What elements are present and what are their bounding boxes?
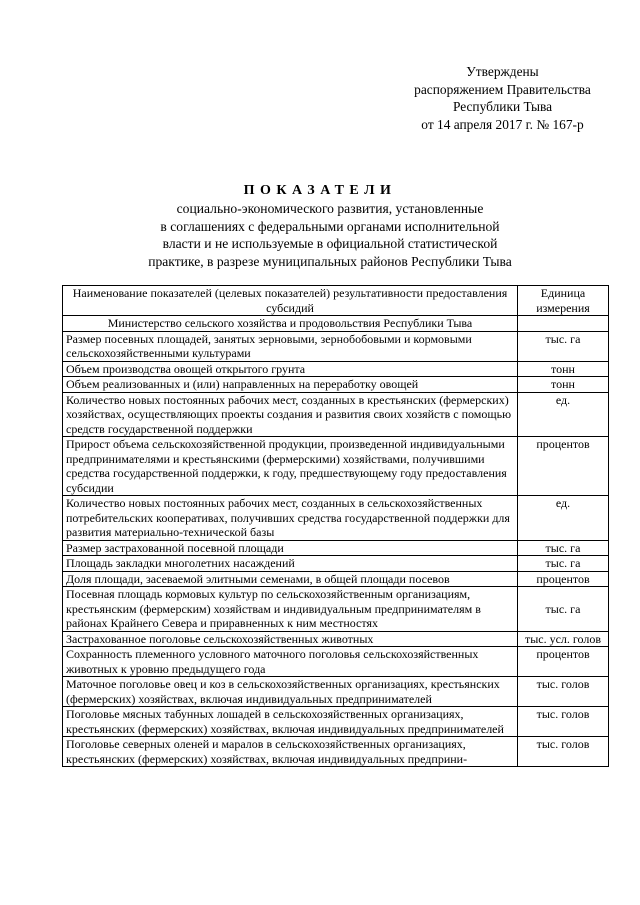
- indicator-unit: ед.: [518, 392, 609, 437]
- indicator-unit: процентов: [518, 647, 609, 677]
- indicator-name: Размер посевных площадей, занятых зерновыми, зернобобовыми и кормовыми сельскохозяйственными культурами: [63, 331, 518, 361]
- indicator-name: Маточное поголовье овец и коз в сельскохозяйственных организациях, крестьянских (фермерских) хозяйствах, включая индивидуальных предпринимателей: [63, 677, 518, 707]
- indicator-unit: тыс. голов: [518, 677, 609, 707]
- indicator-name: Прирост объема сельскохозяйственной продукции, произведенной индивидуальными предпринимателями и крестьянскими (фермерскими) хозяйствами, получившими средства государственной поддержки, к году, предшествующему году предоставления субсидии: [63, 437, 518, 496]
- indicator-unit: ед.: [518, 496, 609, 541]
- table-row: [63, 737, 609, 767]
- indicator-name: Количество новых постоянных рабочих мест, созданных в сельскохозяйственных потребительских кооперативах, получивших средства государственной поддержки для развития материально-технической базы: [63, 496, 518, 541]
- approval-block: [380, 63, 625, 133]
- approval-line-4: от 14 апреля 2017 г. № 167-р: [421, 116, 584, 132]
- indicator-name: Объем производства овощей открытого грунта: [63, 361, 518, 377]
- indicator-unit: тыс. га: [518, 331, 609, 361]
- document-subtitle: [60, 200, 600, 270]
- indicator-unit: процентов: [518, 571, 609, 587]
- indicator-name: Застрахованное поголовье сельскохозяйственных животных: [63, 631, 518, 647]
- approval-line-2: распоряжением Правительства: [414, 81, 591, 97]
- table-row: [63, 556, 609, 572]
- table-row: [63, 677, 609, 707]
- indicator-unit: тыс. га: [518, 540, 609, 556]
- subtitle-line-1: социально-экономического развития, установленные: [176, 201, 484, 216]
- table-row: [63, 647, 609, 677]
- table-row: [63, 631, 609, 647]
- indicator-name: Посевная площадь кормовых культур по сельскохозяйственным организациям, крестьянским (фермерским) хозяйствам и индивидуальным предпринимателям в районах Крайнего Севера и приравненных к ним местностях: [63, 587, 518, 632]
- section-unit-cell: [518, 316, 609, 332]
- subtitle-line-3: власти и не используемые в официальной статистической: [162, 236, 498, 252]
- indicator-name: Поголовье мясных табунных лошадей в сельскохозяйственных организациях, крестьянских (фермерских) хозяйствах, включая индивидуальных предпринимателей: [63, 707, 518, 737]
- indicator-name: Объем реализованных и (или) направленных на переработку овощей: [63, 377, 518, 393]
- table-row: [63, 540, 609, 556]
- approval-line-3: Республики Тыва: [452, 99, 553, 114]
- indicator-unit: тыс. га: [518, 587, 609, 632]
- ministry-section-cell: Министерство сельского хозяйства и продовольствия Республики Тыва: [63, 316, 518, 332]
- document-title: ПОКАЗАТЕЛИ: [243, 183, 397, 198]
- indicator-name: Количество новых постоянных рабочих мест, созданных в крестьянских (фермерских) хозяйствах, осуществляющих проекты создания и развития своих хозяйств с помощью средств государственной поддержки: [63, 392, 518, 437]
- header-name-cell: Наименование показателей (целевых показателей) результативности предоставления субсидий: [63, 286, 518, 316]
- indicator-unit: тонн: [518, 361, 609, 377]
- indicator-name: Сохранность племенного условного маточного поголовья сельскохозяйственных животных к уровню предыдущего года: [63, 647, 518, 677]
- subtitle-line-2: в соглашениях с федеральными органами исполнительной: [160, 218, 500, 234]
- indicator-unit: тыс. голов: [518, 737, 609, 767]
- indicator-unit: тыс. усл. голов: [518, 631, 609, 647]
- indicator-name: Поголовье северных оленей и маралов в сельскохозяйственных организациях, крестьянских (фермерских) хозяйствах, включая индивидуальных предприни-: [63, 737, 518, 767]
- indicators-table: [62, 285, 609, 767]
- table-row: [63, 377, 609, 393]
- table-row: [63, 496, 609, 541]
- header-unit-cell: Единица измерения: [518, 286, 609, 316]
- indicator-name: Размер застрахованной посевной площади: [63, 540, 518, 556]
- indicator-name: Доля площади, засеваемой элитными семенами, в общей площади посевов: [63, 571, 518, 587]
- table-row: [63, 392, 609, 437]
- indicator-unit: тыс. га: [518, 556, 609, 572]
- indicator-name: Площадь закладки многолетних насаждений: [63, 556, 518, 572]
- table-header-row: [63, 286, 609, 316]
- indicator-unit: процентов: [518, 437, 609, 496]
- indicator-unit: тонн: [518, 377, 609, 393]
- subtitle-line-4: практике, в разрезе муниципальных районов Республики Тыва: [148, 253, 512, 269]
- table-row: [63, 437, 609, 496]
- table-row: [63, 587, 609, 632]
- indicator-unit: тыс. голов: [518, 707, 609, 737]
- approval-line-1: Утверждены: [466, 64, 539, 79]
- section-row: [63, 316, 609, 332]
- table-row: [63, 361, 609, 377]
- table-row: [63, 331, 609, 361]
- table-row: [63, 707, 609, 737]
- table-row: [63, 571, 609, 587]
